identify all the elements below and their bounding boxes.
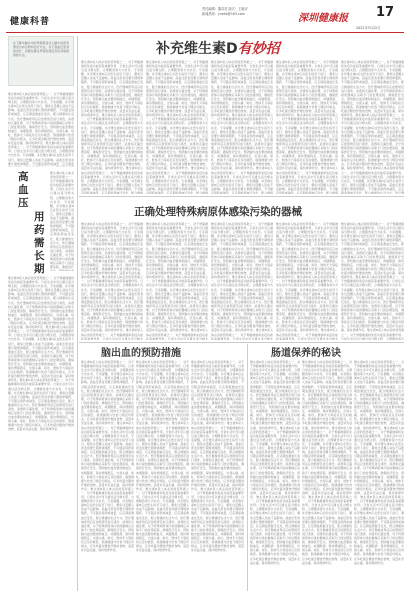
page-header xyxy=(6,4,404,32)
article-text: 维生素D是人体必需的营养素之一，对于骨骼健康和免疫功能起着重要作用。日常生活中可以通过适当晒太阳、合理膳食等方式补充。专家提醒，补充维生素D应在医生指导下进行，避免过量摄入造成不良影响。高血压患者需要长期规律服药，不可随意停药或减量，应定期监测血压变化，配合健康的生活方式。医疗器械使用后应按照规范进行清洗、消毒和灭菌处理，对于特殊病原体污染的器械应采取专门的处理流程，确保医疗安全。预防脑出血需要控制血压、戒烟限酒、保持情绪稳定，出现头痛、呕吐、肢体无力等症状应及时就医。肠道健康与饮食习惯密切相关，应多吃富含膳食纤维的食物，适量补充益生菌，保持规律作息。维生素D是人体必需的营养素之一，对于骨骼健康和免疫功能起着重要作用。日常生活中可以通过适当晒太阳、合理膳食等方式补充。专家提醒，补充维生素D应在医生指导下进行，避免过量摄入造成不良影响。高血压患者需要长期规律服药，不可随意停药或减量，应定期监测血压变化，配合健康的生活方式。医疗器械使用后应按照规范进行清洗、消毒和灭菌处理，对于特殊病原体污染的器械应采取专门的处理流程，确保医疗安全。预防脑出血需要控制血压、戒烟限酒、保持情绪稳定，出现头痛、呕吐、肢体无力等症状应及时就医。肠道健康与饮食习惯密切相关，应多吃富含膳食纤维的食物，适量补充益生菌，保持规律作息。维生素D是人体必需的营养素之一，对于骨骼健康和免疫功能起着重要作用。日常生活中可以通过适当晒太阳、合理膳食等方式补充。专家提醒，补充维生素D应在医生指导下进行，避免过量摄入造成不良影响。高血压患者需要长期规律服药，不可随意停药或减量，应定期监测血压变化，配合健康的生活方式。医疗器械使用后应按照规范进行清洗、消毒和灭菌处理，对于特殊病原体污染的器械应采取专门的处理流程，确保医疗安全。预防脑出血需要控制血压、戒烟限酒、保持情绪稳定，出现头痛、呕吐、肢体无力等症状应及时就医。肠道健康与饮食习惯密切相关，应多吃富含膳食纤维的食物，适量补充益生菌，保持规律作息。 xyxy=(136,360,189,553)
article-text: 维生素D是人体必需的营养素之一，对于骨骼健康和免疫功能起着重要作用。日常生活中可以通过适当晒太阳、合理膳食等方式补充。专家提醒，补充维生素D应在医生指导下进行，避免过量摄入造成不良影响。高血压患者需要长期规律服药，不可随意停药或减量，应定期监测血压变化，配合健康的生活方式。医疗器械使用后应按照规范进行清洗、消毒和灭菌处理，对于特殊病原体污染的器械应采取专门的处理流程，确保医疗安全。预防脑出血需要控制血压、戒烟限酒、保持情绪稳定，出现头痛、呕吐、肢体无力等症状应及时就医。肠道健康与饮食习惯密切相关，应多吃富含膳食纤维的食物，适量补充益生菌，保持规律作息。维生素D是人体必需的营养素之一，对于骨骼健康和免疫功能起着重要作用。日常生活中可以通过适当晒太阳、合理膳食等方式补充。专家提醒，补充维生素D应在医生指导下进行，避免过量摄入造成不良影响。高血压患者需要长期规律服药，不可随意停药或减量，应定期监测血压变化，配合健康的生活方式。医疗器械使用后应按照规范进行清洗、消毒和灭菌处理，对于特殊病原体污染的器械应采取专门的处理流程，确保医疗安全。预防脑出血需要控制血压、戒烟限酒、保持情绪稳定，出现头痛、呕吐、肢体无力等症状应及时就医。肠道健康与饮食习惯密切相关，应多吃富含膳食纤维的食物，适量补充益生菌，保持规律作息。维生素D是人体必需的营养素之一，对于骨骼健康和免疫功能起着重要作用。日常生活中可以通过适当晒太 xyxy=(276,222,338,340)
title-main: 补充维生素D xyxy=(156,41,238,57)
article-title-vitamin-d xyxy=(156,38,280,58)
sidebar-title-col1: 高 血 压 xyxy=(18,171,29,209)
article-text: 维生素D是人体必需的营养素之一，对于骨骼健康和免疫功能起着重要作用。日常生活中可以通过适当晒太阳、合理膳食等方式补充。专家提醒，补充维生素D应在医生指导下进行，避免过量摄入造成不良影响。高血压患者需要长期规律服药，不可随意停药或减量，应定期监测血压变化，配合健康的生活方式。医疗器械使用后应按照规范进行清洗、消毒和灭菌处理，对于特殊病原体污染的器械应采取专门的处理流程，确保医疗安全。预防脑出血需要控制血压、戒烟限酒、保持情绪稳定，出现头痛、呕吐、肢体无力等症状应及时就医。肠道健康与饮食习惯密切相关，应多吃富含膳食纤维的食物，适量补充益生菌，保持规律作息。维生素D是人体必需的营养素之一，对于骨骼健康和免疫功能起着重要作用。日常生活中可以通过适当晒太阳、合理膳食等方式补充。专家提醒，补充维生素D应在医生指导下进行，避免过量摄入造成不良影响。高血压患者需要长期规律服药，不可随意停药或减量，应定期监测血压变化，配合健康的生活方式。医疗器械使用后应按照规范进行清洗、消毒和灭菌处理，对于特殊病原体污染的器械应采取专门的处理流程，确保医疗安全。预防脑出血需要控制血压、戒烟限酒、保持情绪稳定，出现头痛、呕吐、肢体无力等症状应及时就医。肠道健康与饮食习惯密切相关，应多吃富含膳食纤维的食物，适量补充益生菌，保持规律作息。维生素D是人体必需的营养素之一，对于骨骼健康和免疫功能起着重要作用。日常生活中可以通过适当晒太阳、合理膳食等方式补充。专家提醒，补充维生素D应在医生指导下进行，避免过量摄入造成不良影响。高血压患者需要长期规律服药，不可随意停药或减量，应定期监测血压变化，配合健康 xyxy=(81,60,143,194)
issue-date: 2022年3月22日 xyxy=(356,26,381,30)
article-divider xyxy=(79,342,404,343)
article-text: 维生素D是人体必需的营养素之一，对于骨骼健康和免疫功能起着重要作用。日常生活中可以通过适当晒太阳、合理膳食等方式补充。专家提醒，补充维生素D应在医生指导下进行，避免过量摄入造成不良影响。高血压患者需要长期规律服药，不可随意停药或减量，应定期监测血压变化，配合健康的生活方式。医疗器械使用后应按照规范进行清洗、消毒和灭菌处理，对于特殊病原体污染的器械应采取专门的处理流程，确保医疗安全。预防脑出血需要控制血压、戒烟限酒、保持情绪稳定，出现头痛、呕吐、肢体无力等症状应及时就医。肠道健康与饮食习惯密切相关，应多吃富含膳食纤维的食物，适量补充益生菌，保持规律作息。维生素D是人体必需的营养素之一，对于骨骼健康和免疫功能起着重要作用。日常生活中可以通过适当晒太阳、合理膳食等方式补充。专家提醒，补充维生素D应在医生指导下进行，避免过量摄入造成不良影响。高血压患者需要长期规律服药，不可随意停药或减量，应定期监测血压变化，配合健康的生活方式。医疗器械使用后应按照规范进行清洗、消毒和灭菌处理，对于特殊病原体污染的器械应采取专门的处理流程，确保医疗安全。预防脑出血需要控制血压、戒烟限酒、保持情绪稳定，出现头痛、呕吐、肢体无力等症状应及时就医。肠道健康与饮食习惯密切相关，应多吃富含膳食纤维的食物，适量补充益生菌，保持规律作息。维生素D是人体必需的营养素之一，对于骨骼健康和免疫功能起着重要作用。日常生活中可以通过适当晒太 xyxy=(211,222,273,340)
article-text: 维生素D是人体必需的营养素之一，对于骨骼健康和免疫功能起着重要作用。日常生活中可以通过适当晒太阳、合理膳食等方式补充。专家提醒，补充维生素D应在医生指导下进行，避免过量摄入造成不良影响。高血压患者需要长期规律服药，不可随意停药或减量，应定期监测血压变化，配合健康的生活方式。医疗器械使用后应按照规范进行清洗、消毒和灭菌处理，对于特殊病原体污染的器械应采取专门的处理流程，确保医疗安全。预防脑出血需要控制血压、戒烟限酒、保持情绪稳定，出现头痛、呕吐、肢体无力等症状应及时就医。肠道健康与饮食习惯密切相关，应多吃富含膳食纤维的食物，适量补充益生菌，保持规律作息。维生素D是人体必需的营养素之一，对于骨骼健康和免疫功能起着重要作用。日常生活中可以通过适当晒太阳、合理膳食等方式补充。专家提醒，补充维生素D应在医生指导下进行，避免过量摄入造成不良影响。高血压患者需要长期规律服药，不可随意停药或减量，应定期监测血压变化，配合健康的生活方式。医疗器械使用后应按照规范进行清洗、消毒和灭菌处理，对于特殊病原体污染的器械应采取专门的处理流程，确保医疗安全。预防脑出血需要控制血压、戒烟限酒、保持情绪稳定，出现头痛、呕吐、肢体无力等症状应及时就医。肠道健康与饮食习惯密切相关，应多吃富含膳食纤维的食物，适量补充益生菌，保持规律作息。维生素D是人体必需的营养素之一，对于骨骼健康和免疫功能起着重要作用。日常生活中可以通过适当晒太 xyxy=(81,222,143,340)
title-accent: 有妙招 xyxy=(237,41,280,57)
hotline-line: 新闻热线：yuehk@163.com xyxy=(202,12,245,16)
article-text: 维生素D是人体必需的营养素之一，对于骨骼健康和免疫功能起着重要作用。日常生活中可以通过适当晒太阳、合理膳食等方式补充。专家提醒，补充维生素D应在医生指导下进行，避免过量摄入造成不良影响。高血压患者需要长期规律服药，不可随意停药或减量，应定期监测血压变化，配合健康的生活方式。医疗器械使用后应按照规范进行清洗、消毒和灭菌处理，对于特殊病原体污染的器械应采取专门的处理流程，确保医疗安全。预防脑出血需要控制血压、戒烟限酒、保持情绪稳定，出现头痛、呕吐、肢体无力等症状应及时就医。肠道健康与饮食习惯密切相关，应多吃富含膳食纤维的食物，适量补充益生菌，保持规律作息。维生素D是人体必需的营养素之一，对于骨骼健康和免疫功能起着重要作用。日常生活中可以通过适当晒太阳、合理膳食等方式补充。专家提醒，补充维生素D应在医生指导下进行，避免过量摄入造成不良影响。高血压患者需要长期规律服药，不可随意停药或减量，应定期监测血压变化，配合健康的生活方式。医疗器械使用后应按照规范进行清洗、消毒和灭菌处理，对于特殊病原体污染的器械应采取专门的处理流程，确保医疗安全。预防脑出血需要控制血压、戒烟限酒、保持情绪稳定，出现头痛、呕吐、肢体无力等症状应及时就医。肠道健康与饮食习惯密切相关，应多吃富含膳食纤维的食物，适量补充益生菌，保持规律作息。维生素D是人体必需的营养素之一，对于骨骼健康和免疫功能起着重要作用。日常生活中可以通过适当晒太阳、合理膳食等方式补充。专家提醒，补充维生素D应在医生指导下进行，避免过量摄入造成不良影响。高血压患者需要长期规律服药，不可随意停药或减量，应定期监测血压变化，配合健康的生活方式。医疗器械使用后应按照规范进行清洗、消毒和灭菌处理，对于特殊病原体污染的器械应采取专门的处理流程，确保医疗安全。预防脑出血需要控制血压、戒烟限酒、保持情绪稳定，出现头痛、呕吐、肢体无力等症状应及时就医。肠道健康与饮食习惯密切相关，应多吃富含膳食纤维的食物，适量补充益生菌，保持规律作息。 xyxy=(81,360,134,553)
article-text: 维生素D是人体必需的营养素之一，对于骨骼健康和免疫功能起着重要作用。日常生活中可以通过适当晒太阳、合理膳食等方式补充。专家提醒，补充维生素D应在医生指导下进行，避免过量摄入造成不良影响。高血压患者需要长期规律服药，不可随意停药或减量，应定期监测血压变化，配合健康的生活方式。医疗器械使用后应按照规范进行清洗、消毒和灭菌处理，对于特殊病原体污染的器械应采取专门的处理流程，确保医疗安全。预防脑出血需要控制血压、戒烟限酒、保持情绪稳定，出现头痛、呕吐、肢体无力等症状应及时就医。肠道健康与饮食习惯密切相关，应多吃富含膳食纤维的食物，适量补充益生菌，保持规律作息。维生素D是人体必需的营养素之一，对于骨骼健康和免疫功能起着重要作用。日常生活中可以通过适当晒太阳、合理膳食等方式补充。专家提醒，补充维生素D应在医生指导下进行，避免过量摄入造成不良影响。高血压患者需要长期规律服药，不可随意停药或减量，应定期监测血压变化，配合健康的生活方式。医疗器械使用后应按照规范进行清洗、消毒和灭菌处理，对于特殊病原体污染的器械应采取专门的处理流程，确保医疗安全。预防脑出血需要控制血压、戒烟限酒、保持情绪稳定，出现头痛、呕吐、肢体无力等症状应及时就医。肠道健康与饮食习惯密切相关，应多吃富含膳食纤维的食物，适量补充益生菌，保持规律作息。维生素D是人体必需的营养素之一，对于骨骼健康和免疫功能起着重要作用。日常生活中可以通过适当晒太阳、合理膳食等方式补充。专家提醒，补充维生素D应在医生指导下进行，避免过量摄入造成不良影响。高血压患者需要长期规律服药，不可随意停药或减量，应定期监测血压变化，配合健康的生活方式。医疗器械使用后应按照规范进行清洗、消毒和灭菌处理，对于特殊病原体污染的器械应采取专门的处理流程，确保医疗安全。预防脑出血需要控制血压、戒烟限酒、保持情绪稳定，出现头痛、呕吐、肢体无力等症状应及时就医。肠道健康与饮食习惯密切相关，应多吃富含膳食纤维的食物，适量补充益生菌，保持规律作息。 xyxy=(250,360,300,565)
editor-note-box xyxy=(8,36,74,86)
editor-line: 责任编辑：董卓英 版式：王晓卉 xyxy=(202,7,248,11)
article-text: 维生素D是人体必需的营养素之一，对于骨骼健康和免疫功能起着重要作用。日常生活中可以通过适当晒太阳、合理膳食等方式补充。专家提醒，补充维生素D应在医生指导下进行，避免过量摄入造成不良影响。高血压患者需要长期规律服药，不可随意停药或减量，应定期监测血压变化，配合健康的生活方式。医疗器械使用后应按照规范进行清洗、消毒和灭菌处理，对于特殊病原体污染的器械应采取专门的处理流程，确保医疗安全。预防脑出血需要控制血压、戒烟限酒、保持情绪稳定，出现头痛、呕吐、肢体无力等症状应及时就医。肠道健康与饮食习惯密切相关，应多吃富含膳食纤维的食物，适量补充益生菌，保持规律作息。维生素D是人体必需的营养素之一，对于骨骼健康和免疫功能起着重要作用。日常生活中可以通过适当晒太阳、合理膳食等方式补充。专家提醒，补充维生素D应在医生指导下进行，避免过量摄入造成不良影响。高血压患者需要长期规律服药，不可随意停药或减量，应定期监测血压变化，配合健康的生活方式。医疗器械使用后应按照规范进行清洗、消毒和灭菌处理，对于特殊病原体污染的器械应采取专门的处理流程，确保医疗安全。预防脑出血需要控制血压、戒烟限酒、保持情绪稳定，出现头痛、呕吐、肢体无力等症状应及时就医。肠道健康与饮食习惯密切相关，应多吃富含膳食纤维的食物，适量补充益生菌，保持规律作息。维生素D是人体必需的营养素之一，对于骨骼健康和免疫功能起着重要作用。日常生活中可以通过适当晒太 xyxy=(146,222,208,340)
newspaper-logo: 深圳健康报 xyxy=(298,13,348,24)
article-text: 维生素D是人体必需的营养素之一，对于骨骼健康和免疫功能起着重要作用。日常生活中可以通过适当晒太阳、合理膳食等方式补充。专家提醒，补充维生素D应在医生指导下进行，避免过量摄入造成不良影响。高血压患者需要长期规律服药，不可随意停药或减量，应定期监测血压变化，配合健康的生活方式。医疗器械使用后应按照规范进行清洗、消毒和灭菌处理，对于特殊病原体污染的器械应采取专门的处理流程，确保医疗安全。预防脑出血需要控制血压、戒烟限酒、保持情绪稳定，出现头痛、呕吐、肢体无力等症状应及时就医。肠道健康与饮食习惯密切相关，应多吃富含膳食纤维的食物，适量补充益生菌，保持规律作息。维生素D是人体必需的营养素之一，对于骨骼健康和免疫功能起着重要作用。日常生活中可以通过适当晒太阳、合理膳食等方式补充。专家提醒，补充维生素D应在医生指导下进行，避免过量摄入造成不良影响。高血压患者需要长期规律服药，不可随意停药或减量，应定期监测血压变化，配合健康的生活方式。医疗器械使用后应按照规范进行清洗、消毒和灭菌处理，对于特殊病原体污染的器械应采取专门的处理流程，确保医疗安全。预防脑出血需要控制血压、戒烟限酒、保持情绪稳定，出现头痛、呕吐、肢体无力等症状应及时就医。肠道健康与饮食习惯密切相关，应多吃富含膳食纤维的食物，适量补充益生菌，保持规律作息。维生素D是人体必需的营养素之一，对于骨骼健康和免疫功能起着重要作用。日常生活中可以通过适当晒太阳、合理膳食等方 xyxy=(341,222,404,340)
header-rule xyxy=(6,32,404,33)
section-title: 健康科普 xyxy=(10,17,51,27)
article-text: 维生素D是人体必需的营养素之一，对于骨骼健康和免疫功能起着重要作用。日常生活中可以通过适当晒太阳、合理膳食等方式补充。专家提醒，补充维生素D应在医生指导下进行，避免过量摄入造成不良影响。高血压患者需要长期规律服药，不可随意停药或减量，应定期监测血压变化，配合健康的生活方式。医疗器械使用后应按照规范进行清洗、消毒和灭菌处理，对于特殊病原体污染的器械应采取专门的处理流程，确保医疗安全。预防脑出血需要控制血压、戒烟限酒、保持情绪稳定，出现头痛、呕吐、肢体无力等症状应及时就医。肠道健康与饮食习惯密切相关，应多吃富含膳食纤维的食物，适量补充益生菌，保持规律作息。维生素D是人体必需的营养素之一，对于骨骼健康和免疫功能起着重要作用。日常生活中可以通过适当晒太阳、合理膳食等方式补充。专家提醒，补充维生素D应在医生指导下进行，避免过量摄入造成不良影响。高血压患者需要长期规律服药，不可随意停药或减量，应定期监测血压变化，配合健康的生活方式。医疗器械使用后应按照规范进行清洗、消毒和灭菌处理，对于特殊病原体污染的器械应采取专门的处理流程，确保医疗安全。预防脑出血需要控制血压、戒烟限酒、保持情绪稳定，出现头痛、呕吐、肢体无力等症状应及时就医。肠道健康与饮食习惯密切相关，应多吃富含膳食纤维的食物，适量补充益生菌，保持规律作息。维生素D是人体必需的营养素之一，对于骨骼健康和免疫功能起着重要作用。日常生活中可以通过适当晒太阳、合理膳食等方式补充。专家提醒，补充维生素D应在医生指导下进行，避免过量摄入造成不良影响。高血压患者需要长期规律服药，不可随意停药或减量，应定期监测血压变化，配合健康 xyxy=(211,60,273,194)
article-text: 维生素D是人体必需的营养素之一，对于骨骼健康和免疫功能起着重要作用。日常生活中可以通过适当晒太阳、合理膳食等方式补充。专家提醒，补充维生素D应在医生指导下进行，避免过量摄入造成不良影响。高血压患者需要长期规律服药，不可随意停药或减量，应定期监测血压变化，配合健康的生活方式。医疗器械使用后应按照规范进行清洗、消毒和灭菌处理，对于特殊病原体污染的器械应采取专门的处理流程，确保医疗安全。预防脑出血需要控制血压、戒烟限酒、保持情绪稳定，出现头痛、呕吐、肢体无力等症状应及时就医。肠道健康与饮食习惯密切相关，应多吃富含膳食纤维的食物，适量补充益生菌，保持规律作息。维生素D是人体必需的营养素之一，对于骨骼健康和免疫功能起着重要作用。日常生活中可以通过适当晒太阳、合理膳食等方式补充。专家提醒，补充维生素D应在医生指导下进行，避免过量摄入造成不良影响。高血压患者需要长期规律服药，不可随意停药或减量，应定期监测血压变化，配合健康的生活方式。医疗器械使用后应按照规范进行清洗、消毒和灭菌处理，对于特殊病原体污染的器械应采取专门的处理流程，确保医疗安全。预防脑出血需要控制血压、戒烟限酒、保持情绪稳定，出现头痛、呕吐、肢体无力等症状应及时就医。肠道健康与饮食习惯密切相关，应多吃富含膳食纤维的食物，适量补充益生菌，保持规律作息。维生素D是人体必需的营养素之一，对于骨骼健康和免疫功能起着重要作用。日常生活中可以通过适当晒太阳、合理膳食等方式补充。专家提醒，补充维生素D应在医生指导下进行，避免过量摄入造成不良影响。高血压患者需要长期规律服药，不可随意停药或减量，应定期监测血压变化，配合健康的生活方式。医疗器 xyxy=(341,60,404,194)
article-text: 维生素D是人体必需的营养素之一，对于骨骼健康和免疫功能起着重要作用。日常生活中可以通过适当晒太阳、合理膳食等方式补充。专家提醒，补充维生素D应在医生指导下进行，避免过量摄入造成不良影响。高血压患者需要长期规律服药，不可随意停药或减量，应定期监测血压变化，配合健康的生活方式。医疗器械使用后应按照规范进行清洗、消毒和灭菌处理，对于特殊病原体污染的器械应采取专门的处理流程，确保医疗安全。预防脑出血需要控制血压、戒烟限酒、保持情绪稳定，出现头痛、呕吐、肢体无力等症状应及时就医。肠道健康与饮食习惯密切相关，应多吃富含膳食纤维的食物，适量补充益生菌，保持规律作息。维生素D是人体必需的营养素之一，对于骨骼健康和免疫功能起着重要作用。日常生活中可以通过适当晒太阳、合理膳食等方式补充。专家提醒，补充维生素D应在医生指导下进行，避免过量摄入造成不良影响。高血压患者需要长期规律服药，不可随意停药或减量，应定期监测血压变化，配合健康的生活方式。医疗器械使用后应按照规范进行清洗、消毒和灭菌处理，对于特殊病原体污染的器械应采取专门的处理流程，确保医疗安全。预防脑出血需要控制血压、戒烟限酒、保持情绪稳定，出现头痛、呕吐、肢体无力等症状应及时就医。肠道健康与饮食习惯密切相关，应多吃富含膳食纤维的食物，适量补充益生菌，保持规律作息。维生素D是人体必需的营养素之一，对于骨骼健康和免疫功能起着重要作用。日常生活中可以通过适当晒太阳、合理膳食等方式补充。专家提醒，补充维生素D应在医生指导下进行，避免过量摄入造成不良影响。高血压患者需要长期规律服药，不可随意停药或减量，应定期监测血压变化，配合健康的生活方式。医疗器械使用后应按照规范进行清洗、消毒和灭菌处理，对于特殊病原体污染的器械应采取专门的处理流程，确保医疗安全。预防脑出血需要控制血压、戒烟限酒、保持情绪稳定，出现头痛、呕吐、肢体无力等症状应及时就医。肠道健康与饮食习惯密切相关，应多吃富含膳食纤维的食物，适量补充益生菌，保持规律作息。 xyxy=(302,360,352,565)
article-text: 维生素D是人体必需的营养素之一，对于骨骼健康和免疫功能起着重要作用。日常生活中可以通过适当晒太阳、合理膳食等方式补充。专家提醒，补充维生素D应在医生指导下进行，避免过量摄入造成不良影响。高血压患者需要长期规律服药，不可随意停药或减量，应定期监测血压变化，配合健康的生活方式。医疗器械使用后应按照规范进行清洗、消毒和灭菌处理，对于特殊病原体污染的器械应采取专门的处理流程，确保医疗安全。预防脑出血需要控制血压、戒烟限酒、保持情绪稳定，出现头痛、呕吐、肢体无力等症状应及时就医。肠道健康与饮食习惯密切相关，应多吃富含膳食纤维的食物，适量补充益生菌，保持规律作息。维生素D是人体必需的营养素之一，对于骨骼健康和免疫功能起着重要作用。日常生活中可以通过适当晒太阳、合理膳食等方式补充。专家提醒，补充维生素D应在医生指导下进行，避免过量摄入造成不良影响。高血压患者需要长期规律服药，不可随意停药或减量，应定期监测血压变化，配合健康的生活方式。医疗器械使用后应按照规范进行清洗、消毒和灭菌处理，对于特殊病原体污染的器械应采取专门的处理流程，确保医疗安全。预防脑出血需要控制血压、戒烟限酒、保持情绪稳定，出现头痛、呕吐、肢体无力等症状应及时就医。肠道健康与饮食习惯密切相关，应多吃富含膳食纤维的食物，适量补充益生菌，保持规律作息。维生素D是人体必需的营养素之一，对于骨骼健康和免疫功能起着重要作用。日常生活中可以通过适当晒太阳、合理膳食等方式补充。专家提醒，补充维生素D应在医生指导下进行，避免过量摄入造成不良影响。高血压患者需要长期规律服药，不可随意停药或减量，应定期监测血压变化，配合健康的生活方式。医疗器械使用后应按照规范进行清洗、消毒和灭菌处理，对于特殊病原体污染的器械应采取专门的处理流程，确保医疗安全。预防脑出血需要控制血压、戒烟限酒、保持情绪稳定，出现头痛、呕吐、肢体无力等症状应及时就医。肠道健康与饮食习惯密切相关，应多吃富含膳食纤维的食物，适量补充益生菌，保持规律作息。 xyxy=(354,360,404,565)
article-title-gut: 肠道保养的秘诀 xyxy=(271,348,341,359)
article-text: 维生素D是人体必需的营养素之一，对于骨骼健康和免疫功能起着重要作用。日常生活中可以通过适当晒太阳、合理膳食等方式补充。专家提醒，补充维生素D应在医生指导下进行，避免过量摄入造成不良影响。高血压患者需要长期规律服药，不可随意停药或减量，应定期监测血压变化，配合健康的生活方式。医疗器械使用后应按照规范进行清洗、消毒和灭菌处理，对于特殊病原体污染的器械应采取专门的处理流程，确保医疗安全。预防脑出血需要控制血压、戒烟限酒、保持情绪稳定，出现头痛、呕吐、肢体无力等症状应及时就医。肠道健康与饮食习惯密切相关，应多吃富含膳食纤维的食物，适量补充益生菌，保持规律作息。维生素D是人体必需的营养素之一，对于骨骼健康和免疫功能起着重要作用。日常生活中可以通过适当晒太阳、合理膳食等方式补充。专家提醒，补充维生素D应在医生指导下进行，避免过量摄入造成不良影响。高血压患者需要长期规律服药，不可随意停药或减量，应定期监测血压变化，配合健康的生活方式。医疗器械使用后应按照规范进行清洗、消毒和灭菌处理，对于特殊病原体污染的器械应采取专门的处理流程，确保医疗安全。预防脑出血需要控制血压、戒烟限酒、保持情绪稳定，出现头痛、呕吐、肢体无力等症状应及时就医。肠道健康与饮食习惯密切相关，应多吃富含膳食纤维的食物，适量补充益生菌，保持规律作息。维生素D是人体必需的营养素之一，对于骨骼健康和免疫功能起着重要作用。日常生活中可以通过适当晒太阳、合理膳食等方式补充。专家提醒，补充维生素D应在医生指导下进行，避免过量摄入造成不良影响。高血压患者需要长期规律服药，不可随意停药或减量，应定期监测血压变化，配合健康 xyxy=(276,60,338,194)
article-divider xyxy=(79,196,404,197)
editor-note: 在下降中脑卒中的早期患者在大脑中的使用情况分析诊断和治疗方法，对于高血压患者的治疗，需要在确定早期发现后及时采取措施的方法。 xyxy=(13,41,69,58)
page-number: 17 xyxy=(376,5,395,20)
article-text: 维生素D是人体必需的营养素之一，对于骨骼健康和免疫功能起着重要作用。日常生活中可以通过适当晒太阳、合理膳食等方式补充。专家提醒，补充维生素D应在医生指导下进行，避免过量摄入造成不良影响。高血压患者需要长期规律服药，不可随意停药或减量，应定期监测血压变化，配合健康的生活方式。医疗器械使用后应按照规范进行清洗、消毒和灭菌处理，对于特殊病原体污染的器械应采取专门的处理流程，确保医疗安全。预防脑出血需要控制血压、戒烟限酒、保持情绪稳定，出现头痛、呕吐、肢体无力等症状应及时就医。肠道健康与饮食习惯密切相关，应多吃富含膳食纤维的食物，适量补充益生菌，保持规律作息。维生素D是人体必需的营养素之一，对于骨骼健康和免疫功能起着重要作用。日常生活中可以通过适当晒太阳、合理膳食等方式补充。专家提醒，补充维生素D应在医生指导下进行，避免过量摄入造成不良影响。高血压患者需要长期规律服药，不可随意停药或减量，应定期监测血压变化，配合健康的生活方式。医疗器械使用后应按照规范进行清洗、消毒和灭菌处理，对于特殊病原体污染的器械应采取专门的处理流程，确保医疗安全。预防脑出血需要控制血压、戒烟限酒、保持情绪稳定，出现头痛、呕吐、肢体无力等症状应及时就医。肠道健康与饮食习惯密切相关，应多吃富含膳食纤维的食物，适量补充益生菌，保持规律作息。维生素D是人体必需的营养素之一，对于骨骼健康和免疫功能起着重要作用。日常生活中可以通过适当晒太阳、合理膳食等方式补充。专家提醒，补充维生素D应在医生指导下进行，避免过量摄入造成不良影响。高血压患者需要长期规律服药，不可随意停药或减量，应定期监测血压变化，配合健康的生活方式。医疗器械使用后应按照规范进行清洗、消毒和灭菌处理，对于特殊病原体污染的器械应采取专门的处理流程，确保医疗安全。预防脑出血需要控制血压、戒烟限酒、保持情绪稳定，出现头痛、呕吐、肢体无力等症状应及时就医。肠道健康与饮食习惯密切相关，应多吃富含膳食纤维的食物，适量补充益生菌，保持规律作息。 xyxy=(191,360,244,553)
sidebar-article xyxy=(6,36,76,591)
newspaper-page xyxy=(6,4,404,591)
column-divider xyxy=(77,36,78,591)
sidebar-text: 维生素D是人体必需的营养素之一，对于骨骼健康和免疫功能起着重要作用。日常生活中可以通过适当晒太阳、合理膳食等方式补充。专家提醒，补充维生素D应在医生指导下进行，避免过量摄入造成不良影响。高血压患者需要长期规律服药，不可随意停药或减量，应定期监测血压变化，配合健康的生活方式。医疗器械使用后应按照规范进行清洗、消毒和灭菌处理，对于特殊病原体污染的器械应采取专门的处理流程，确保医疗安全。预防脑出血需要控制血压、戒烟限酒、保持情绪稳定，出现头痛、呕吐、肢体无力等症状应及时就医。肠道健康与饮食习惯密切相关，应多吃富含膳食纤维的食物，适量补充益生菌，保持规律作息。维生素D是人体必需的营养素之一，对于骨骼健康和免疫功能起着重要作用。日常生活中可以通过适当晒太阳、合理膳食等方式补充。专家提醒，补充维生素D应在医生指导下进行，避免过量摄入造成不良影响。高血压患者需要长期规律服药，不可随意停药或减量，应定期监测血压变化，配合健康的生活方式。医疗器械使用后应按照规范进行清洗、消毒和灭菌处理，对于特殊病原体污染的器械应采取专门的处理流程，确保医疗安全。预防脑出血需要控制血压、戒烟限酒、保持情绪稳定，出现头痛、呕吐、肢体无力等症状应及时就医。肠道健康与饮食习惯密切相关，应多吃富含膳食纤维的食物，适量补充益生菌，保持规律作息。维生素D是人体必需的营养素之一，对于骨骼健康和免疫功能起着重要作用。日常生活中可以通过适当晒太阳、合理膳食等方式补充。专家提醒，补充维生素D应在医生指导下进行，避免过量摄入造成不良影响。高血压患者需要长期规律服药，不可随意停药或减量，应定期监测血压变化，配合健康的生活方式。医疗器械使用后应按照规范进行清洗、消毒和灭菌处理，对于特殊病原体污染的器械应采取专门的处理流程，确保医疗安全。预防脑出血需要控制血压、戒烟限酒、保持情绪稳定，出现头痛、呕吐、肢体无力等症状应及时就医。肠道健康与饮食习惯密切相关，应多吃富含膳食纤维的食物，适量补充益生菌，保持规律作息。 xyxy=(8,276,74,432)
sidebar-title-col2: 用 药 需 长 期 xyxy=(34,211,45,275)
article-title-stroke: 脑出血的预防措施 xyxy=(101,348,181,359)
column-divider xyxy=(247,344,248,591)
sidebar-text: 维生素D是人体必需的营养素之一，对于骨骼健康和免疫功能起着重要作用。日常生活中可以通过适当晒太阳、合理膳食等方式补充。专家提醒，补充维生素D应在医生指导下进行，避免过量摄入造成不良影响。高血压患者需要长期规律服药，不可随意停药或减量，应定期监测血压变化，配合健康的生活方式。医疗器械使用后应按照规范进行清洗、消毒和灭菌处理，对于特殊病原体污染的器械应采取专门的处理流程，确保医疗安全。预防脑出血需要控制血压、戒烟限酒、保持情绪稳定，出现头痛、呕吐、肢体无力等症状应及时就医。肠道健康与饮食习惯密切相关，应多吃富含膳食纤维的食物，适量补充益生菌，保持规律作息。维生素D是人体必需的营养素之一，对于骨骼健康和免疫功能起着重要作用。日常生活中可以通过适当晒太阳、合理膳食等方式补充。专家提醒，补充维生素D应在医生指导下进行，避免过量摄入造成不良影响。高血压患者需要长期规律服药，不可随意停药或减量，应定期监 xyxy=(8,92,74,166)
article-text: 维生素D是人体必需的营养素之一，对于骨骼健康和免疫功能起着重要作用。日常生活中可以通过适当晒太阳、合理膳食等方式补充。专家提醒，补充维生素D应在医生指导下进行，避免过量摄入造成不良影响。高血压患者需要长期规律服药，不可随意停药或减量，应定期监测血压变化，配合健康的生活方式。医疗器械使用后应按照规范进行清洗、消毒和灭菌处理，对于特殊病原体污染的器械应采取专门的处理流程，确保医疗安全。预防脑出血需要控制血压、戒烟限酒、保持情绪稳定，出现头痛、呕吐、肢体无力等症状应及时就医。肠道健康与饮食习惯密切相关，应多吃富含膳食纤维的食物，适量补充益生菌，保持规律作息。维生素D是人体必需的营养素之一，对于骨骼健康和免疫功能起着重要作用。日常生活中可以通过适当晒太阳、合理膳食等方式补充。专家提醒，补充维生素D应在医生指导下进行，避免过量摄入造成不良影响。高血压患者需要长期规律服药，不可随意停药或减量，应定期监测血压变化，配合健康的生活方式。医疗器械使用后应按照规范进行清洗、消毒和灭菌处理，对于特殊病原体污染的器械应采取专门的处理流程，确保医疗安全。预防脑出血需要控制血压、戒烟限酒、保持情绪稳定，出现头痛、呕吐、肢体无力等症状应及时就医。肠道健康与饮食习惯密切相关，应多吃富含膳食纤维的食物，适量补充益生菌，保持规律作息。维生素D是人体必需的营养素之一，对于骨骼健康和免疫功能起着重要作用。日常生活中可以通过适当晒太阳、合理膳食等方式补充。专家提醒，补充维生素D应在医生指导下进行，避免过量摄入造成不良影响。高血压患者需要长期规律服药，不可随意停药或减量，应定期监测血压变化，配合健康 xyxy=(146,60,208,194)
editor-info xyxy=(202,7,272,17)
article-title-infection: 正确处理特殊病原体感染污染的器械 xyxy=(134,206,302,218)
sidebar-text: 维生素D是人体必需的营养素之一，对于骨骼健康和免疫功能起着重要作用。日常生活中可以通过适当晒太阳、合理膳食等方式补充。专家提醒，补充维生素D应在医生指导下进行，避免过量摄入造成不良影响。高血压患者需要长期规律服药，不可随意停药或减量，应定期监测血压变化，配合健康的生活方式。医疗器械使用后应按照规范进行清洗、消毒和灭菌处理，对于特殊病原体污染的器械应采取专门的处理流程，确保医疗 xyxy=(50,171,74,270)
